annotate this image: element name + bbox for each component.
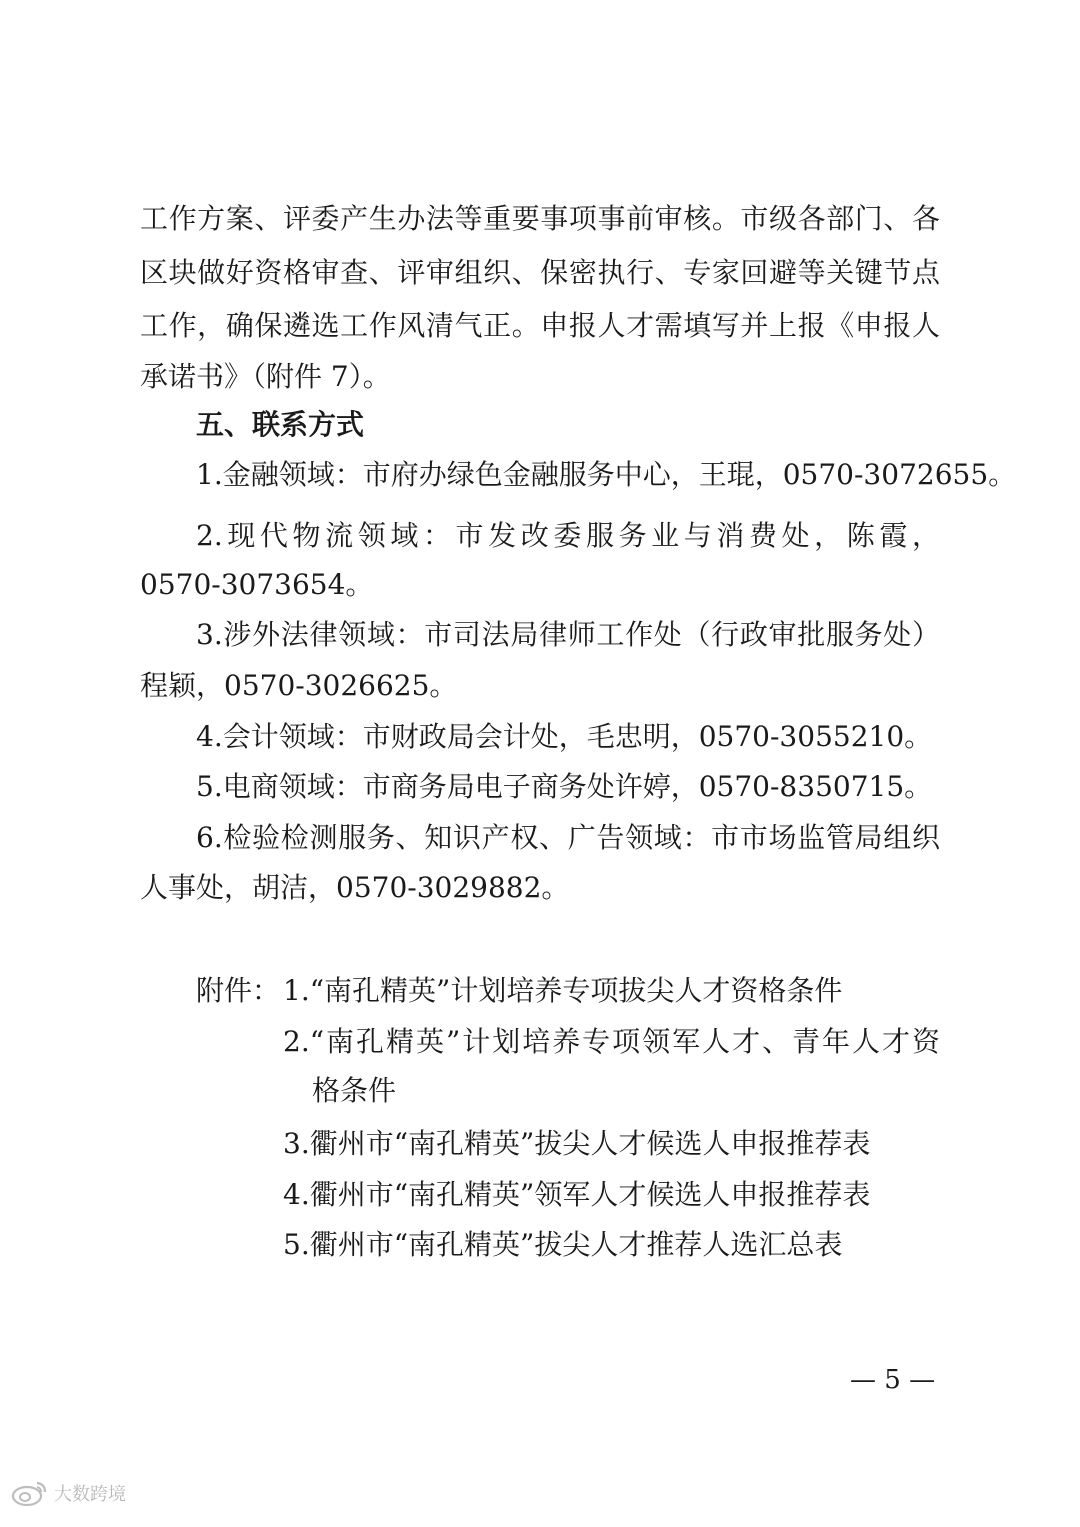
attachment-item: 1.“南孔精英”计划培养专项拔尖人才资格条件 [283,974,843,1007]
attachment-item: 5.衢州市“南孔精英”拔尖人才推荐人选汇总表 [283,1228,843,1261]
contact-line: 4.会计领域：市财政局会计处，毛忠明，0570-3055210。 [196,720,933,753]
contact-line: 程颖，0570-3026625。 [140,669,458,702]
paragraph-line: 区块做好资格审查、评审组织、保密执行、专家回避等关键节点 [140,256,940,289]
section-heading: 五、联系方式 [196,408,365,441]
paragraph-line: 工作，确保遴选工作风清气正。申报人才需填写并上报《申报人 [140,309,940,342]
attachment-item: 3.衢州市“南孔精英”拔尖人才候选人申报推荐表 [283,1127,871,1160]
attachment-item: 4.衢州市“南孔精英”领军人才候选人申报推荐表 [283,1178,871,1211]
contact-line: 2.现代物流领域：市发改委服务业与消费处，陈霞， [196,519,940,552]
paragraph-line: 承诺书》（附件 7）。 [140,360,391,393]
attachments-label: 附件： [196,974,281,1007]
contact-line: 人事处，胡洁，0570-3029882。 [140,871,570,904]
contact-line: 6.检验检测服务、知识产权、广告领域：市市场监管局组织 [196,821,940,854]
contact-line: 3.涉外法律领域：市司法局律师工作处（行政审批服务处） [196,618,940,651]
attachment-item-continued: 格条件 [312,1074,397,1107]
attachment-item: 2.“南孔精英”计划培养专项领军人才、青年人才资 [283,1025,940,1058]
watermark [10,1478,126,1508]
watermark-text: 大数跨境 [54,1484,126,1505]
paragraph-line: 工作方案、评委产生办法等重要事项事前审核。市级各部门、各 [140,202,940,235]
weibo-logo-icon [10,1478,50,1508]
contact-line: 1.金融领域：市府办绿色金融服务中心，王琨，0570-3072655。 [196,458,1017,491]
contact-line: 0570-3073654。 [140,568,374,601]
contact-line: 5.电商领域：市商务局电子商务处许婷，0570-8350715。 [196,770,933,803]
page-number: — 5 — [850,1365,936,1395]
